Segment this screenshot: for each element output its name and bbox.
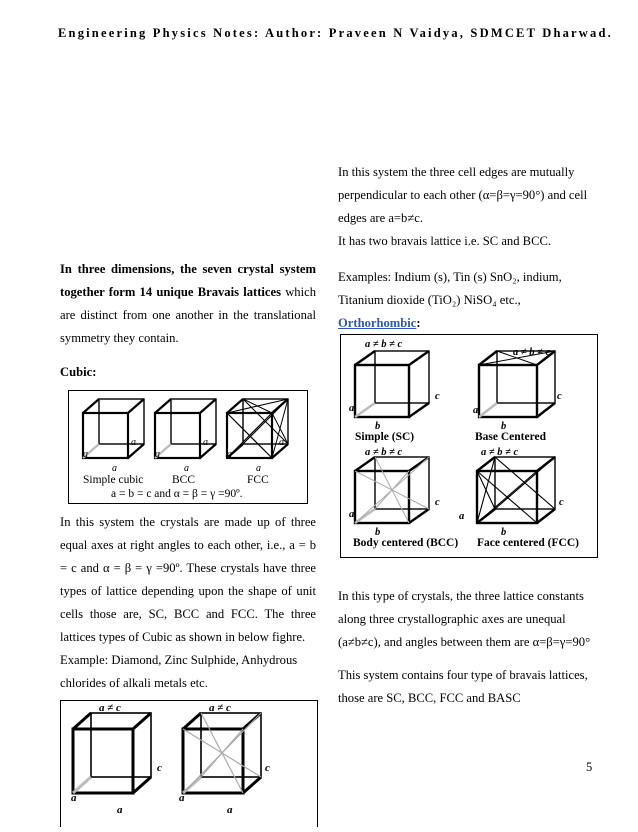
svg-text:a: a (227, 449, 232, 460)
tetragonal-figure (60, 700, 318, 827)
cubic-figure (68, 390, 308, 504)
sc-axis-label: a (83, 449, 88, 460)
page-number: 5 (586, 760, 593, 774)
ortho-top-label: a ≠ b ≠ c (365, 339, 403, 350)
svg-text:a ≠ c: a ≠ c (209, 702, 231, 714)
intro-paragraph (60, 258, 316, 350)
svg-text:a: a (349, 403, 355, 414)
svg-text:a: a (117, 804, 123, 816)
svg-text:a: a (349, 509, 355, 520)
svg-text:a ≠ b ≠ c: a ≠ b ≠ c (481, 447, 519, 458)
svg-text:a: a (155, 449, 160, 460)
svg-text:a: a (473, 405, 479, 416)
svg-text:a: a (131, 437, 136, 448)
svg-text:a: a (203, 437, 208, 448)
svg-text:c: c (157, 762, 162, 774)
intro-rest: which are distinct from one another in the translational symmetry they contain. (60, 285, 316, 345)
svg-text:a: a (112, 463, 117, 474)
svg-text:a: a (179, 792, 185, 804)
cubic-equation: a = b = c and α = β = γ =90º. (111, 488, 243, 500)
sc-caption: Simple cubic (83, 474, 144, 486)
svg-text:b: b (375, 527, 381, 538)
ortho-bcc-caption: Body centered (BCC) (353, 537, 459, 549)
svg-text:a: a (184, 463, 189, 474)
svg-text:a: a (227, 804, 233, 816)
svg-text:b: b (375, 421, 381, 432)
orthorhombic-lattices: This system contains four type of bravais lattices, those are SC, BCC, FCC and BASC (338, 668, 588, 705)
tetragonal-examples: Examples: Indium (s), Tin (s) SnO₂, indium, Titanium dioxide (TiO₂) NiSO₄ etc., Orthorhombic: (338, 270, 562, 330)
svg-text:c: c (559, 497, 564, 508)
svg-text:a: a (279, 437, 284, 448)
svg-text:a ≠ b ≠ c: a ≠ b ≠ c (365, 447, 403, 458)
fcc-caption: FCC (247, 474, 269, 486)
bcc-caption: BCC (172, 474, 196, 486)
orthorhombic-link[interactable]: Orthorhombic (338, 316, 417, 330)
svg-text:a: a (71, 792, 77, 804)
tetragonal-paragraph: In this system the three cell edges are mutually perpendicular to each other (α=β=γ=90°) and cell edges are a=b≠c. It has two bravais lattice i.e. SC and BCC. (338, 165, 588, 248)
orthorhombic-paragraph: In this type of crystals, the three lattice constants along three crystallographic axes are unequal (a≠b≠c), and angles between them are α=β=γ=90° (338, 589, 591, 649)
intro-bold: In three dimensions, the seven crystal system together form 14 unique Bravais lattices (60, 262, 316, 299)
tetra-top-label: a ≠ c (99, 702, 121, 714)
cubic-example: Example: Diamond, Zinc Sulphide, Anhydrous chlorides of alkali metals etc. (60, 653, 298, 690)
svg-text:b: b (501, 527, 507, 538)
svg-text:a: a (256, 463, 261, 474)
svg-text:c: c (435, 391, 440, 402)
tetragonal-lattice-drawing (61, 701, 317, 827)
ortho-base-caption: Base Centered (475, 431, 547, 443)
cubic-paragraph: In this system the crystals are made up of three equal axes at right angles to each other, i.e., a = b = c and α = β = γ =90º. These crystals have three types of lattice depending upon the shape of unit cells those are, SC, BCC and FCC. The three lattices types of Cubic as shown in below fighre. Example: Diamond, Zinc Sulphide, Anhydrous chlorides of alkali metals etc. (60, 511, 316, 695)
svg-text:c: c (265, 762, 270, 774)
ortho-fcc-caption: Face centered (FCC) (477, 537, 579, 549)
page-header: Engineering Physics Notes: Author: Praveen N Vaidya, SDMCET Dharwad. (58, 26, 613, 40)
cubic-lattice-drawing (69, 391, 307, 503)
svg-text:a: a (459, 511, 465, 522)
svg-text:c: c (557, 391, 562, 402)
svg-text:c: c (435, 497, 440, 508)
svg-text:a ≠ b ≠ c: a ≠ b ≠ c (513, 347, 551, 358)
svg-text:b: b (501, 421, 507, 432)
ortho-sc-caption: Simple (SC) (355, 431, 415, 443)
orthorhombic-figure (340, 334, 598, 558)
cubic-heading: Cubic: (60, 365, 97, 379)
orthorhombic-lattice-drawing (341, 335, 597, 557)
